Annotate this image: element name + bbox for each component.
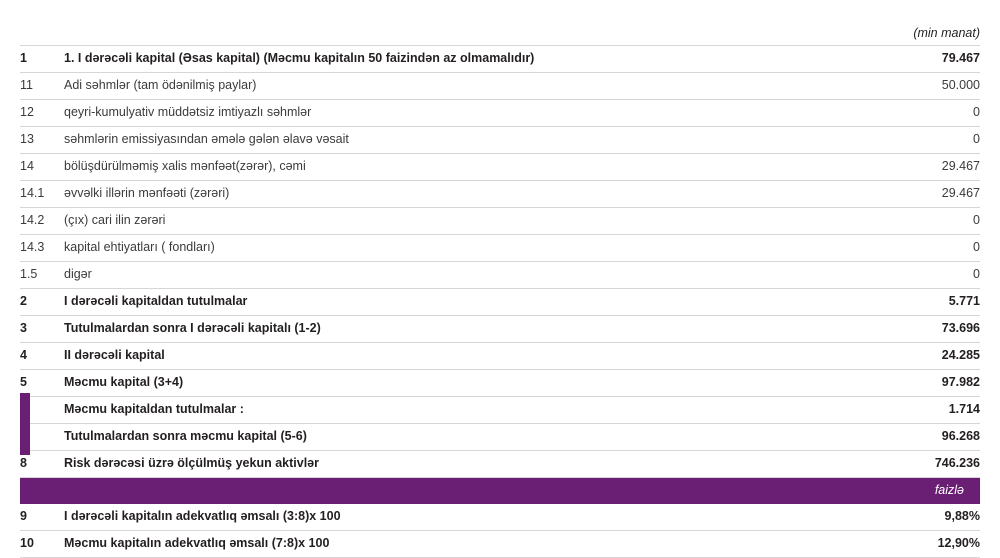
row-value: 0 bbox=[804, 100, 980, 127]
table-row bbox=[20, 343, 980, 370]
row-label: Tutulmalardan sonra I dərəcəli kapitalı (1-2) bbox=[64, 316, 804, 343]
row-label: səhmlərin emissiyasından əmələ gələn əlavə vəsait bbox=[64, 127, 804, 154]
unit-banner-spacer-label bbox=[64, 478, 804, 505]
row-label: əvvəlki illərin mənfəəti (zərəri) bbox=[64, 181, 804, 208]
row-value: 79.467 bbox=[804, 46, 980, 73]
table-row bbox=[20, 424, 980, 451]
row-label: I dərəcəli kapitaldan tutulmalar bbox=[64, 289, 804, 316]
row-value: 50.000 bbox=[804, 73, 980, 100]
row-value: 29.467 bbox=[804, 181, 980, 208]
row-value: 0 bbox=[804, 262, 980, 289]
row-number: 8 bbox=[20, 451, 64, 478]
row-value: 96.268 bbox=[804, 424, 980, 451]
row-number: 14.3 bbox=[20, 235, 64, 262]
unit-header-label: (min manat) bbox=[804, 24, 980, 46]
row-value: 0 bbox=[804, 127, 980, 154]
row-value: 0 bbox=[804, 208, 980, 235]
row-number: 11 bbox=[20, 73, 64, 100]
table-row bbox=[20, 262, 980, 289]
row-value: 73.696 bbox=[804, 316, 980, 343]
table-row bbox=[20, 208, 980, 235]
table-row bbox=[20, 73, 980, 100]
row-label: Adi səhmlər (tam ödənilmiş paylar) bbox=[64, 73, 804, 100]
row-label: Məcmu kapitaldan tutulmalar : bbox=[64, 397, 804, 424]
row-number: 1.5 bbox=[20, 262, 64, 289]
row-value: 29.467 bbox=[804, 154, 980, 181]
table-row bbox=[20, 46, 980, 73]
row-number: 9 bbox=[20, 504, 64, 531]
unit-header-spacer-label bbox=[64, 24, 804, 46]
row-value: 746.236 bbox=[804, 451, 980, 478]
row-number: 13 bbox=[20, 127, 64, 154]
row-value: 24.285 bbox=[804, 343, 980, 370]
table-row bbox=[20, 289, 980, 316]
row-label: 1. I dərəcəli kapital (Əsas kapital) (Məcmu kapitalın 50 faizindən az olmamalıdır) bbox=[64, 46, 804, 73]
table-row bbox=[20, 154, 980, 181]
table-row bbox=[20, 504, 980, 531]
row-number: 5 bbox=[20, 370, 64, 397]
row-label: digər bbox=[64, 262, 804, 289]
row-label: Tutulmalardan sonra məcmu kapital (5-6) bbox=[64, 424, 804, 451]
table-row bbox=[20, 316, 980, 343]
row-number: 4 bbox=[20, 343, 64, 370]
row-number: 1 bbox=[20, 46, 64, 73]
row-number: 12 bbox=[20, 100, 64, 127]
unit-banner-spacer-num bbox=[20, 478, 64, 505]
table-row bbox=[20, 235, 980, 262]
table-row bbox=[20, 127, 980, 154]
row-number: 2 bbox=[20, 289, 64, 316]
row-label: II dərəcəli kapital bbox=[64, 343, 804, 370]
table-row bbox=[20, 397, 980, 424]
table-row bbox=[20, 370, 980, 397]
unit-banner-label: faizlə bbox=[804, 478, 980, 505]
row-number: 10 bbox=[20, 531, 64, 558]
unit-header-spacer-num bbox=[20, 24, 64, 46]
row-value: 5.771 bbox=[804, 289, 980, 316]
accent-left-bar bbox=[20, 393, 30, 455]
table-row bbox=[20, 531, 980, 558]
row-label: kapital ehtiyatları ( fondları) bbox=[64, 235, 804, 262]
table-row bbox=[20, 181, 980, 208]
row-label: bölüşdürülməmiş xalis mənfəət(zərər), cəmi bbox=[64, 154, 804, 181]
row-label: Risk dərəcəsi üzrə ölçülmüş yekun aktivlər bbox=[64, 451, 804, 478]
row-value: 12,90% bbox=[804, 531, 980, 558]
table-row bbox=[20, 100, 980, 127]
row-label: qeyri-kumulyativ müddətsiz imtiyazlı səhmlər bbox=[64, 100, 804, 127]
row-number: 14 bbox=[20, 154, 64, 181]
row-value: 9,88% bbox=[804, 504, 980, 531]
row-number: 3 bbox=[20, 316, 64, 343]
row-label: Məcmu kapital (3+4) bbox=[64, 370, 804, 397]
row-value: 0 bbox=[804, 235, 980, 262]
row-number: 14.1 bbox=[20, 181, 64, 208]
row-value: 97.982 bbox=[804, 370, 980, 397]
row-value: 1.714 bbox=[804, 397, 980, 424]
unit-banner-row bbox=[20, 478, 980, 505]
unit-header-row bbox=[20, 24, 980, 46]
row-number: 14.2 bbox=[20, 208, 64, 235]
row-label: I dərəcəli kapitalın adekvatlıq əmsalı (3:8)x 100 bbox=[64, 504, 804, 531]
row-label: (çıx) cari ilin zərəri bbox=[64, 208, 804, 235]
table-row bbox=[20, 451, 980, 478]
row-label: Məcmu kapitalın adekvatlıq əmsalı (7:8)x 100 bbox=[64, 531, 804, 558]
